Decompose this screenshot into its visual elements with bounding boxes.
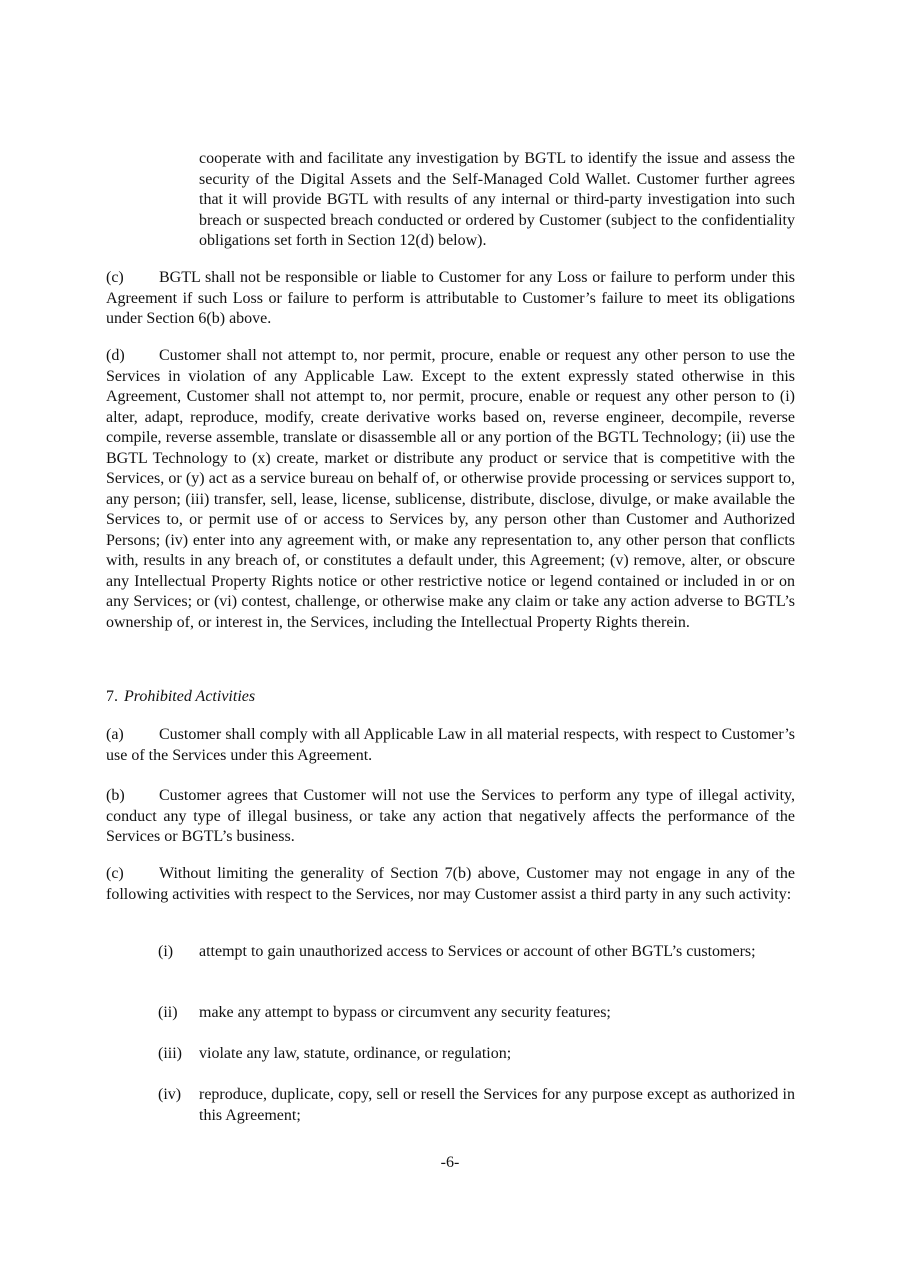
- section-7c-label: (c): [106, 865, 124, 882]
- list-marker: (ii): [158, 1004, 178, 1021]
- list-marker: (iv): [158, 1086, 182, 1103]
- list-marker: (i): [158, 943, 174, 960]
- section-7-number: 7.: [106, 688, 118, 705]
- section-6d-paragraph: [106, 346, 795, 633]
- section-6c-text: BGTL shall not be responsible or liable to Customer for any Loss or failure to perform under this Agreement if such Loss or failure to perform is attributable to Customer’s failure to meet its obligations under Section 6(b) above.: [106, 269, 795, 327]
- section-6c-label: (c): [106, 269, 124, 286]
- section-7-heading: [106, 687, 255, 708]
- page-number: -6-: [440, 1154, 460, 1171]
- list-item: [158, 1085, 795, 1126]
- section-7a-text: Customer shall comply with all Applicable Law in all material respects, with respect to Customer’s use of the Services under this Agreement.: [106, 726, 795, 764]
- section-7a-label: (a): [106, 726, 124, 743]
- section-7-title: Prohibited Activities: [124, 688, 256, 705]
- list-item: [158, 1044, 795, 1065]
- list-item-text: make any attempt to bypass or circumvent any security features;: [199, 1004, 611, 1021]
- continuation-paragraph: cooperate with and facilitate any investigation by BGTL to identify the issue and assess the security of the Digital Assets and the Self-Managed Cold Wallet. Customer further agrees that it will provide BGTL with results of any internal or third-party investigation into such breach or suspected breach conducted or ordered by Customer (subject to the confidentiality obligations set forth in Section 12(d) below).: [199, 150, 795, 249]
- list-item: [158, 942, 795, 963]
- section-6d-label: (d): [106, 347, 125, 364]
- section-6d-text: Customer shall not attempt to, nor permit, procure, enable or request any other person to use the Services in violation of any Applicable Law. Except to the extent expressly stated otherwise in this Agreement, Customer shall not attempt to, nor permit, procure, enable or request any other person to (i) alter, adapt, reproduce, modify, create derivative works based on, reverse engineer, decompile, reverse compile, reverse assemble, translate or disassemble all or any portion of the BGTL Technology; (ii) use the BGTL Technology to (x) create, market or distribute any product or service that is competitive with the Services, or (y) act as a service bureau on behalf of, or otherwise provide processing or services support to, any person; (iii) transfer, sell, lease, license, sublicense, distribute, disclose, divulge, or make available the Services to, or permit use of or access to Services by, any person other than Customer and Authorized Persons; (iv) enter into any agreement with, or make any representation to, any other person that conflicts with, results in any breach of, or constitutes a default under, this Agreement; (v) remove, alter, or obscure any Intellectual Property Rights notice or other restrictive notice or legend contained or included in or on any Services; or (vi) contest, challenge, or otherwise make any claim or take any action adverse to BGTL’s ownership of, or interest in, the Services, including the Intellectual Property Rights therein.: [106, 347, 795, 631]
- list-item: [158, 1003, 795, 1024]
- list-item-text: violate any law, statute, ordinance, or regulation;: [199, 1045, 512, 1062]
- list-item-text: attempt to gain unauthorized access to Services or account of other BGTL’s customers;: [199, 943, 756, 960]
- section-7b-text: Customer agrees that Customer will not use the Services to perform any type of illegal activity, conduct any type of illegal business, or take any action that negatively affects the performance of the Services or BGTL’s business.: [106, 787, 795, 845]
- section-7b-label: (b): [106, 787, 125, 804]
- list-item-text: reproduce, duplicate, copy, sell or resell the Services for any purpose except as authorized in this Agreement;: [199, 1086, 795, 1124]
- section-7c-paragraph: [106, 864, 795, 905]
- section-7b-paragraph: [106, 786, 795, 848]
- section-7c-text: Without limiting the generality of Section 7(b) above, Customer may not engage in any of the following activities with respect to the Services, nor may Customer assist a third party in any such activity:: [106, 865, 795, 903]
- section-6c-paragraph: [106, 268, 795, 330]
- list-marker: (iii): [158, 1045, 182, 1062]
- section-7a-paragraph: [106, 725, 795, 766]
